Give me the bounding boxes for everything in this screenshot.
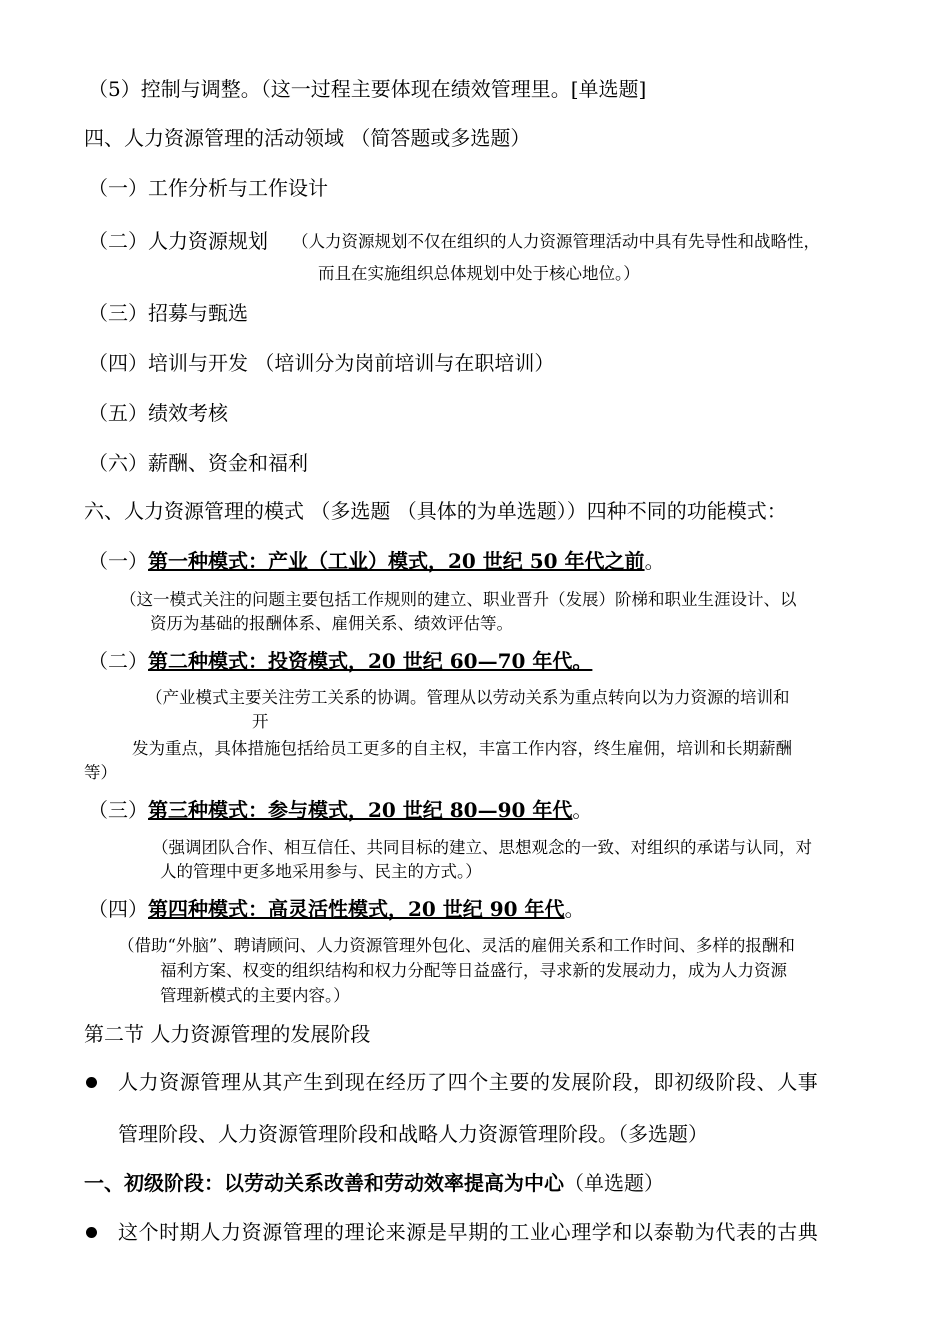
model-3-note-1: （强调团队合作、相互信任、共同目标的建立、思想观念的一致、对组织的承诺与认同，对 xyxy=(152,838,812,857)
section-2-heading: 第二节 人力资源管理的发展阶段 xyxy=(84,1022,371,1046)
item-training: （四）培训与开发 （培训分为岗前培训与在职培训） xyxy=(88,351,555,375)
bullet-1-line-1: 人力资源管理从其产生到现在经历了四个主要的发展阶段，即初级阶段、人事 xyxy=(118,1070,819,1094)
heading-hr-models: 六、人力资源管理的模式 （多选题 （具体的为单选题））四种不同的功能模式： xyxy=(84,499,787,523)
model-2-line xyxy=(88,648,592,674)
item-recruitment: （三）招募与甄选 xyxy=(88,301,248,325)
model-2-note-1: （产业模式主要关注劳工关系的协调。管理从以劳动关系为重点转向以为力资源的培训和 xyxy=(146,688,790,707)
model-4-note-3: 管理新模式的主要内容。） xyxy=(160,986,350,1005)
note-hr-planning-1: （人力资源规划不仅在组织的人力资源管理活动中具有先导性和战略性， xyxy=(292,232,820,251)
model-3-note-2: 人的管理中更多地采用参与、民主的方式。） xyxy=(160,862,482,881)
model-4-note-2: 福利方案、权变的组织结构和权力分配等日益盛行，寻求新的发展动力，成为人力资源 xyxy=(160,961,787,980)
model-1-prefix: （一） xyxy=(88,549,148,573)
model-3-prefix: （三） xyxy=(88,798,148,822)
bullet-1-line-2: 管理阶段、人力资源管理阶段和战略人力资源管理阶段。（多选题） xyxy=(118,1122,708,1146)
item-hr-planning: （二）人力资源规划 xyxy=(88,229,268,253)
model-1-note-2: 资历为基础的报酬体系、雇佣关系、绩效评估等。 xyxy=(150,614,513,633)
item-performance: （五）绩效考核 xyxy=(88,401,228,425)
model-4-title: 第四种模式：高灵活性模式，20 世纪 90 年代 xyxy=(148,897,565,921)
model-3-title: 第三种模式：参与模式，20 世纪 80—90 年代 xyxy=(148,798,573,822)
item-job-analysis: （一）工作分析与工作设计 xyxy=(88,176,328,200)
model-4-note-1: （借助“外脑”、聘请顾问、人力资源管理外包化、灵活的雇佣关系和工作时间、多样的报酬和 xyxy=(118,936,795,955)
model-4-line xyxy=(88,896,585,922)
model-2-prefix: （二） xyxy=(88,649,148,673)
bullet-2-line-1: 这个时期人力资源管理的理论来源是早期的工业心理学和以泰勒为代表的古典 xyxy=(118,1220,819,1244)
item-compensation: （六）薪酬、资金和福利 xyxy=(88,451,308,475)
heading-initial-stage-title: 一、初级阶段：以劳动关系改善和劳动效率提高为中心 xyxy=(84,1171,564,1195)
item-control-adjust: （5）控制与调整。（这一过程主要体现在绩效管理里。[单选题] xyxy=(88,77,647,101)
model-4-prefix: （四） xyxy=(88,897,148,921)
bullet-icon xyxy=(86,1227,97,1238)
model-2-note-3: 发为重点，具体措施包括给员工更多的自主权，丰富工作内容，终生雇佣，培训和长期薪酬 xyxy=(132,739,792,758)
model-4-suffix: 。 xyxy=(564,897,585,921)
model-3-line xyxy=(88,797,592,823)
model-3-suffix: 。 xyxy=(572,798,593,822)
model-1-suffix: 。 xyxy=(644,549,665,573)
model-2-note-4: 等） xyxy=(84,763,117,782)
note-hr-planning-2: 而且在实施组织总体规划中处于核心地位。） xyxy=(318,264,640,283)
model-2-note-2: 开 xyxy=(252,712,269,731)
heading-initial-stage xyxy=(84,1170,664,1196)
heading-activity-areas: 四、人力资源管理的活动领域 （简答题或多选题） xyxy=(84,126,531,150)
model-2-title: 第二种模式：投资模式，20 世纪 60—70 年代。 xyxy=(148,649,593,673)
model-1-note-1: （这一模式关注的问题主要包括工作规则的建立、职业晋升（发展）阶梯和职业生涯设计、以 xyxy=(120,590,797,609)
model-1-line xyxy=(88,548,665,574)
bullet-icon xyxy=(86,1077,97,1088)
model-1-title: 第一种模式：产业（工业）模式，20 世纪 50 年代之前 xyxy=(148,549,645,573)
heading-initial-stage-note: （单选题） xyxy=(564,1171,664,1195)
